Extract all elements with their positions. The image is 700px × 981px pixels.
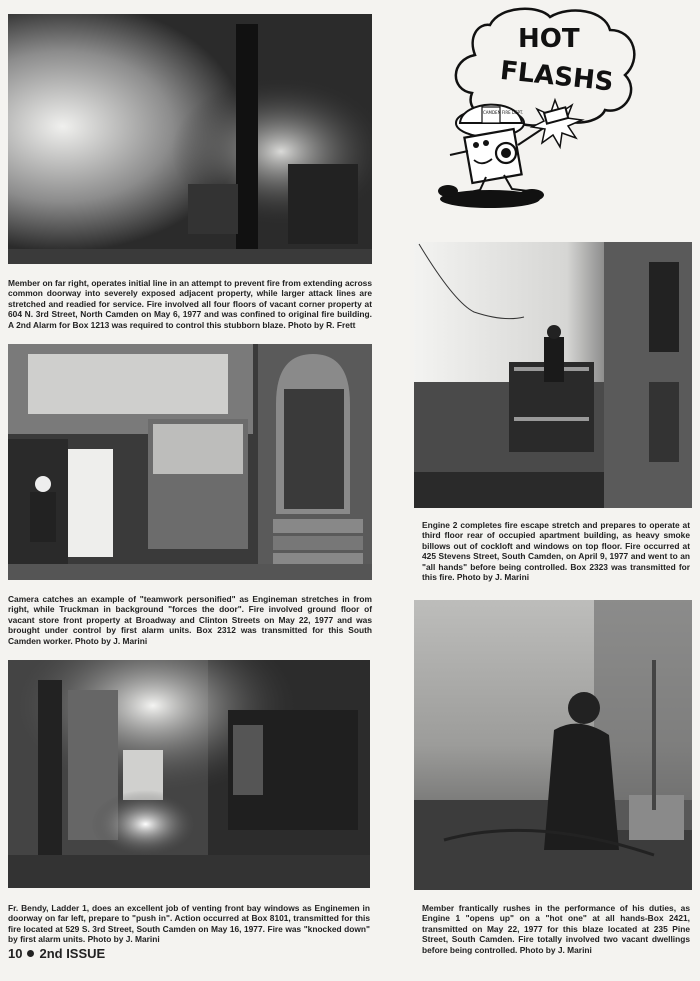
logo-line1: HOT (518, 24, 580, 54)
issue-label: 2nd ISSUE (39, 946, 106, 961)
photo-2 (8, 344, 372, 580)
photo-4 (414, 242, 692, 508)
photo-2-caption: Camera catches an example of "teamwork personified" as Engineman stretches in from right, while Truckman in background "forces the door". Fire involved ground floor of vacant store front property at Broadway and Clinton Streets on May 22, 1977 and was brought under control by first alarm units. Box 2312 was transmitted for this South Camden worker. Photo by J. Marini (8, 594, 372, 646)
page-number: 10 (8, 946, 23, 961)
helmet-text: CAMDEN FIRE DEPT. (483, 110, 524, 115)
photo-3 (8, 660, 370, 888)
bullet-icon (27, 950, 34, 957)
photo-5 (414, 600, 692, 890)
logo-line2: FLASHS (498, 55, 615, 98)
hot-flashs-logo (420, 5, 645, 215)
photo-4-caption: Engine 2 completes fire escape stretch and prepares to operate at third floor rear of occupied apartment building, as heavy smoke billows out of cockloft and windows on top floor. Fire occurred at 425 Stevens Street, South Camden, on April 9, 1977 and went to an "all hands" before being controlled. Box 2323 was transmitted for this fire. Photo by J. Marini (422, 520, 690, 583)
photo-5-caption: Member frantically rushes in the performance of his duties, as Engine 1 "opens up" on a "hot one" at all hands-Box 2421, transmitted on May 22, 1977 for this blaze located at 235 Pine Street, South Camden. Fire totally involved two vacant dwellings before being controlled. Photo by J. Marini (422, 903, 690, 955)
photo-3-caption: Fr. Bendy, Ladder 1, does an excellent job of venting front bay windows as Enginemen in doorway on far left, prepare to "push in". Action occurred at Box 8101, transmitted for this fire located at 529 S. 3rd Street, South Camden on May 16, 1977. Fire was "knocked down" by first alarm units. Photo by J. Marini (8, 903, 370, 945)
photo-1 (8, 14, 372, 264)
photo-1-caption: Member on far right, operates initial line in an attempt to prevent fire from extending across common doorway into severely exposed adjacent property, while larger attack lines are stretched and readied for service. Fire involved all four floors of vacant corner property at 604 N. 3rd Street, North Camden on May 6, 1977 and was confined to original fire building. A 2nd Alarm for Box 1213 was required to control this stubborn blaze. Photo by R. Frett (8, 278, 372, 330)
page-footer (8, 946, 105, 961)
fire-box-character-icon (438, 100, 582, 208)
